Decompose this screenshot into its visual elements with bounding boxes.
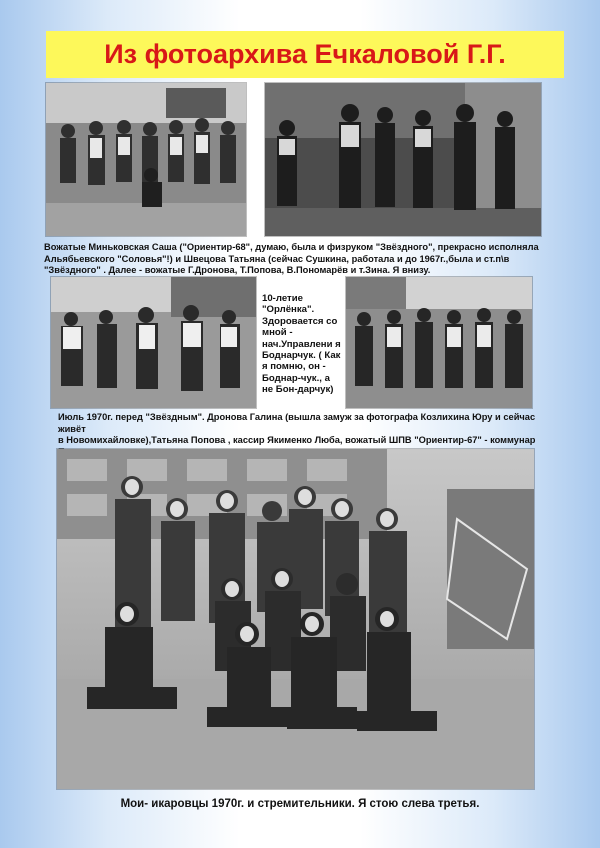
- page-title: Из фотоархива Ечкаловой Г.Г.: [104, 39, 506, 69]
- photo-orlyonok-anniversary: [51, 277, 256, 408]
- caption-bottom: Мои- икаровцы 1970г. и стремительники. Я стою слева третья.: [120, 798, 480, 810]
- caption-top-line-1: Вожатые Миньковская Саша ("Ориентир-68", думаю, была и физруком "Звёздного", прекрасно исполняла: [44, 242, 539, 252]
- side-note: 10-летие "Орлёнка". Здоровается со мной - нач.Управлени я Боднарчук. ( Как я помню, он - Боднар-чук., а не Бон-дарчук): [262, 293, 341, 396]
- caption-top-line-2: Альябьевского "Соловья"!) и Швецова Татьяна (сейчас Сушкина, работала и до 1967г.,была и ст.п\в: [44, 253, 510, 264]
- photo-group-counselors: [46, 83, 246, 236]
- photo-july-1970: [346, 277, 532, 408]
- title-banner: [46, 31, 564, 78]
- photo-ikarovtsy-1970: [57, 449, 534, 789]
- caption-middle-line-2: в Новомихайловке),Татьяна Попова , кассир Якименко Люба, вожатый ШПВ "Ориентир-67" - коммунар: [58, 435, 536, 446]
- caption-top: [44, 242, 564, 277]
- caption-middle-line-1: Июль 1970г. перед "Звёздным". Дронова Галина (вышла замуж за фотографа Козлихина Юру и сейчас живёт: [58, 412, 536, 434]
- photo-counselors-dancing: [265, 83, 541, 236]
- caption-top-line-3: "Звёздного" . Далее - вожатые Г.Дронова, Т.Попова, В.Пономарёв и т.Зина. Я внизу.: [44, 265, 431, 276]
